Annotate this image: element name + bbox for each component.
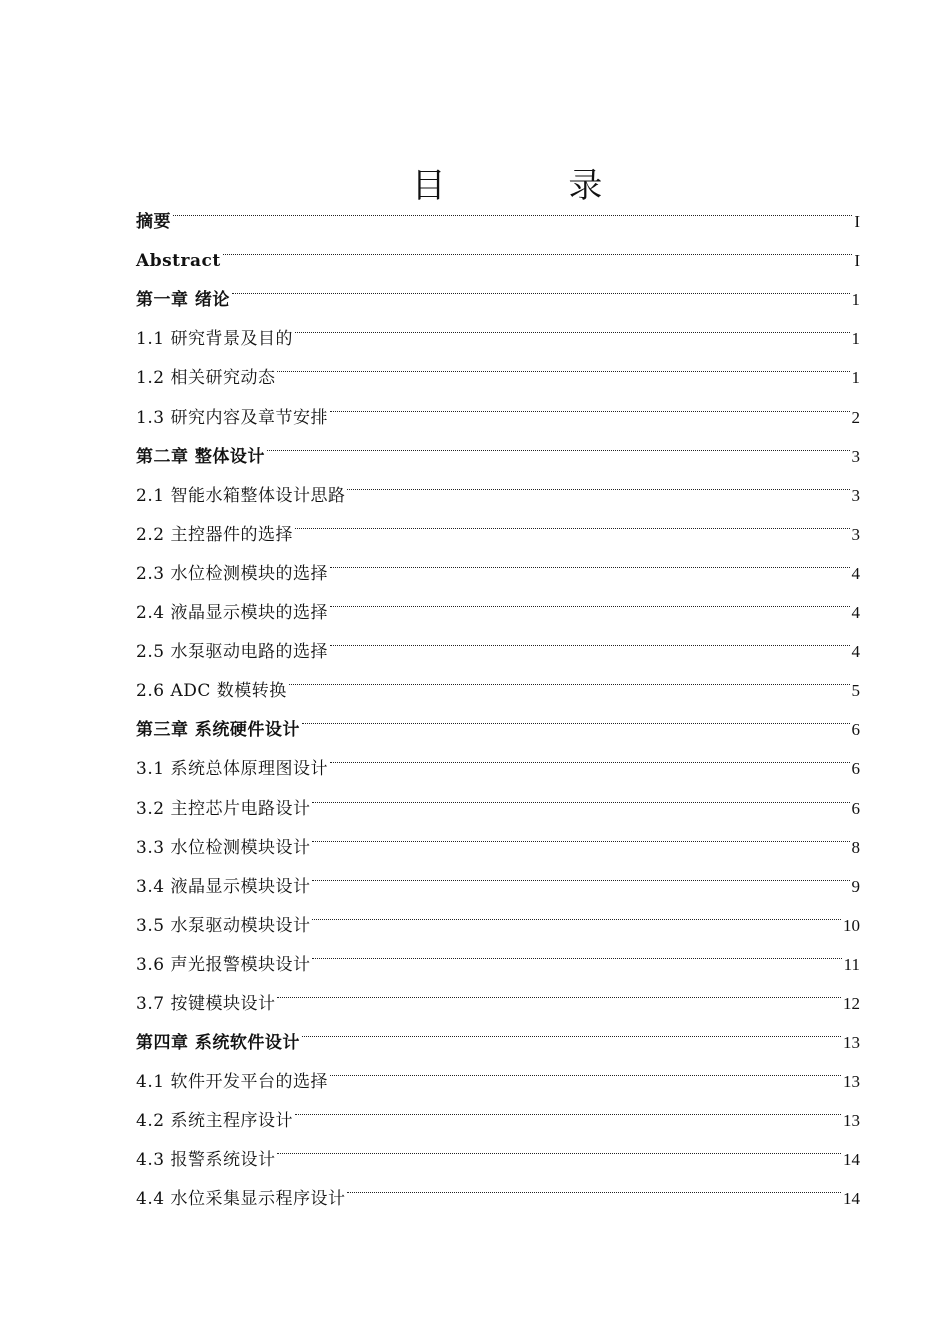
toc-dot-leader [289,657,850,696]
toc-entry-page: 1 [851,290,860,310]
toc-entry-label: 第三章 系统硬件设计 [136,720,300,741]
toc-entry-page: 2 [851,407,860,427]
toc-entry-label: 2.4 液晶显示模块的选择 [136,603,328,624]
toc-dot-leader [295,305,850,344]
toc-dot-leader [232,266,850,305]
toc-entry-page: 8 [851,837,860,857]
toc-entry-page: 11 [843,954,860,974]
toc-entry-label: 第二章 整体设计 [136,446,265,467]
toc-dot-leader [312,814,849,853]
toc-entry-label: 2.5 水泵驱动电路的选择 [136,642,328,663]
toc-entry-page: 6 [851,759,860,779]
toc-entry-label: 2.1 智能水箱整体设计思路 [136,485,346,506]
toc-dot-leader [312,931,841,970]
toc-entry-page: 14 [843,1189,860,1209]
toc-entry-page: 14 [843,1150,860,1170]
toc-dot-leader [277,344,849,383]
toc-entry-page: 4 [851,603,860,623]
toc-entry-label: 2.3 水位检测模块的选择 [136,563,328,584]
toc-dot-leader [330,735,850,774]
toc-entry-label: 2.2 主控器件的选择 [136,524,293,545]
toc-entry-page: I [854,251,860,271]
toc-dot-leader [173,188,852,227]
toc-dot-leader [347,1165,841,1204]
toc-dot-leader [223,227,853,266]
toc-dot-leader [330,383,850,422]
toc-dot-leader [267,423,850,462]
toc-entry[interactable] [136,188,860,233]
toc-entry-label: 1.3 研究内容及章节安排 [136,407,328,428]
toc-entry-page: 3 [851,446,860,466]
toc-dot-leader [295,1087,841,1126]
toc-dot-leader [312,774,849,813]
toc-entry-label: 3.6 声光报警模块设计 [136,954,311,975]
toc-dot-leader [302,1009,841,1048]
toc-dot-leader [302,696,850,735]
toc-entry-page: 3 [851,485,860,505]
toc-list [136,188,860,1210]
toc-dot-leader [277,1126,841,1165]
toc-entry-label: 1.2 相关研究动态 [136,368,276,389]
toc-entry-label: 3.1 系统总体原理图设计 [136,759,328,780]
toc-dot-leader [330,1048,841,1087]
toc-entry-label: Abstract [136,251,221,272]
toc-entry[interactable] [136,227,860,272]
toc-dot-leader [312,892,841,931]
toc-dot-leader [347,462,849,501]
toc-entry-page: 4 [851,642,860,662]
toc-entry-page: 6 [851,798,860,818]
toc-entry-page: 5 [851,681,860,701]
toc-entry-label: 3.7 按键模块设计 [136,993,276,1014]
toc-entry-page: 12 [843,993,860,1013]
toc-entry[interactable] [136,266,860,311]
toc-entry-page: 1 [851,329,860,349]
toc-entry-label: 3.4 液晶显示模块设计 [136,876,311,897]
toc-entry-label: 2.6 ADC 数模转换 [136,681,287,702]
toc-entry-page: 4 [851,563,860,583]
toc-entry-label: 第一章 绪论 [136,290,230,311]
toc-entry-page: I [854,212,860,232]
toc-entry-label: 4.1 软件开发平台的选择 [136,1072,328,1093]
toc-entry-label: 摘要 [136,212,171,233]
toc-entry-label: 3.5 水泵驱动模块设计 [136,915,311,936]
toc-entry-label: 4.2 系统主程序设计 [136,1111,293,1132]
toc-entry-page: 13 [843,1111,860,1131]
toc-title: 目 录 [411,165,659,206]
toc-dot-leader [312,853,849,892]
toc-entry-label: 1.1 研究背景及目的 [136,329,293,350]
toc-entry-page: 6 [851,720,860,740]
toc-entry-page: 13 [843,1033,860,1053]
toc-dot-leader [277,970,841,1009]
toc-entry-label: 4.4 水位采集显示程序设计 [136,1189,346,1210]
toc-entry-label: 4.3 报警系统设计 [136,1150,276,1171]
toc-entry-page: 3 [851,524,860,544]
toc-entry[interactable] [136,305,860,350]
toc-dot-leader [330,540,850,579]
toc-entry-label: 3.3 水位检测模块设计 [136,837,311,858]
toc-dot-leader [330,579,850,618]
toc-entry-label: 第四章 系统软件设计 [136,1033,300,1054]
toc-entry-page: 13 [843,1072,860,1092]
toc-dot-leader [330,618,850,657]
toc-dot-leader [295,501,850,540]
toc-entry-page: 1 [851,368,860,388]
toc-entry-page: 9 [851,876,860,896]
toc-entry-page: 10 [843,915,860,935]
toc-entry-label: 3.2 主控芯片电路设计 [136,798,311,819]
